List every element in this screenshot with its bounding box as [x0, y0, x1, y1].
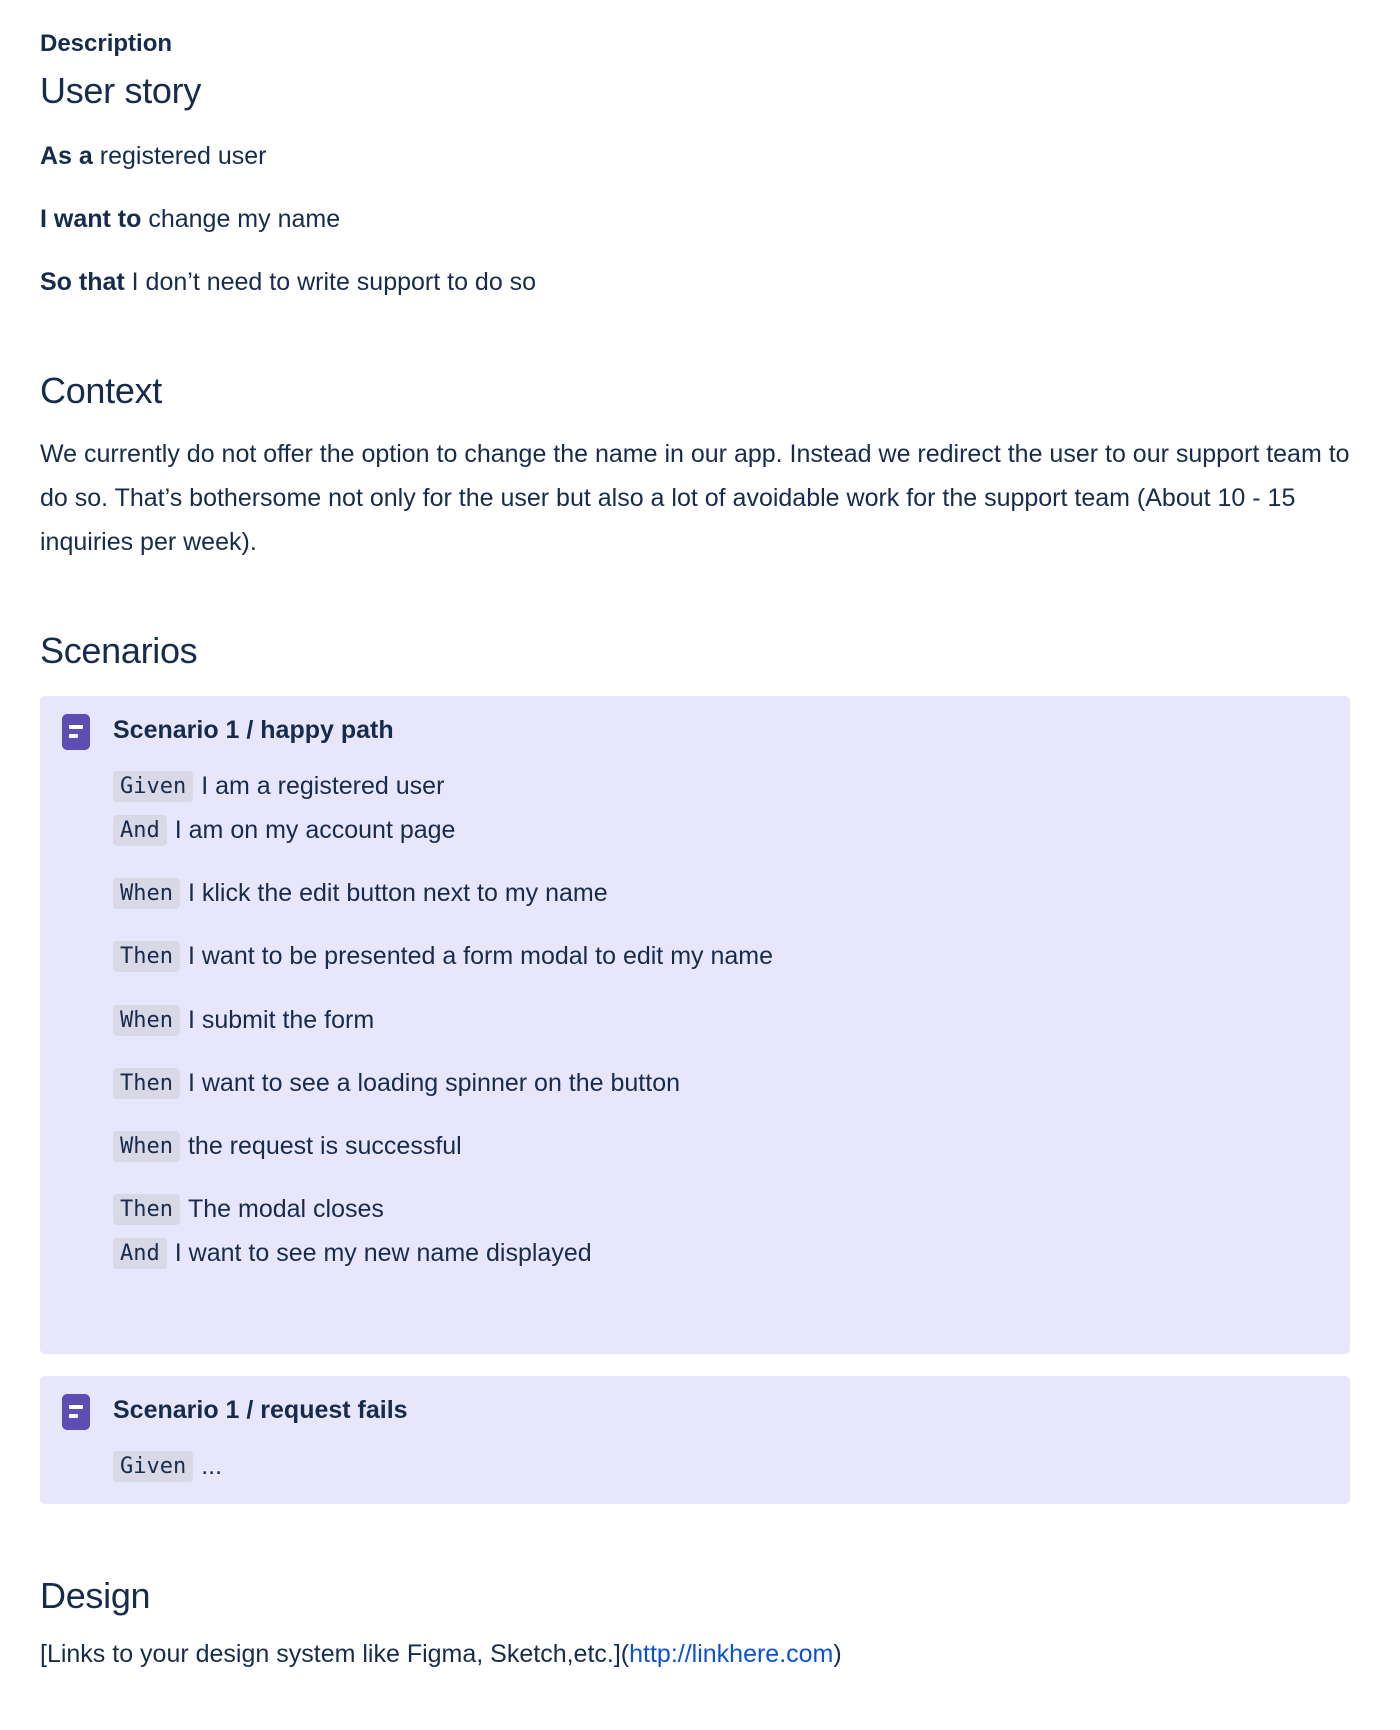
step-text: ... [201, 1451, 223, 1480]
step-text: I am a registered user [201, 771, 445, 800]
step-text: the request is successful [187, 1131, 462, 1160]
scenario-step [113, 937, 773, 975]
story-line-i-want-to [40, 205, 340, 234]
scenario-step [113, 1234, 592, 1272]
note-icon [62, 1394, 90, 1430]
step-keyword: When [113, 1131, 180, 1162]
step-text: I klick the edit button next to my name [187, 878, 608, 907]
step-text: The modal closes [187, 1194, 384, 1223]
story-text: I don’t need to write support to do so [124, 268, 537, 296]
scenario-title: Scenario 1 / happy path [113, 716, 394, 744]
step-keyword: Then [113, 1068, 180, 1099]
step-keyword: And [113, 1238, 167, 1269]
design-link[interactable]: http://linkhere.com [629, 1640, 834, 1668]
scenario-step [113, 1127, 462, 1165]
step-keyword: Then [113, 941, 180, 972]
story-keyword: I want to [40, 205, 142, 233]
step-keyword: When [113, 878, 180, 909]
scenario-step [113, 1064, 680, 1102]
design-text-after: ) [833, 1640, 842, 1668]
context-paragraph: We currently do not offer the option to change the name in our app. Instead we redirect the user to our support team to do so. That’s bothersome not only for the user but also a lot of avoidable work for the support team (About 10 - 15 inquiries per week). [40, 440, 1350, 556]
story-keyword: So that [40, 268, 125, 296]
step-keyword: When [113, 1005, 180, 1036]
scenarios-heading: Scenarios [40, 630, 198, 671]
scenario-step [113, 1190, 384, 1228]
step-text: I submit the form [187, 1005, 375, 1034]
story-line-as-a [40, 142, 267, 171]
scenario-step [113, 1001, 374, 1039]
story-text: registered user [92, 142, 267, 170]
story-keyword: As a [40, 142, 93, 170]
note-icon [62, 714, 90, 750]
step-text: I want to see a loading spinner on the button [187, 1068, 681, 1097]
step-text: I am on my account page [174, 815, 456, 844]
section-label: Description [40, 30, 173, 57]
step-keyword: And [113, 815, 167, 846]
story-text: change my name [141, 205, 341, 233]
step-text: I want to see my new name displayed [174, 1238, 592, 1267]
context-heading: Context [40, 370, 162, 411]
scenario-step [113, 1447, 222, 1485]
design-text-before: [Links to your design system like Figma, Sketch,etc.]( [40, 1640, 630, 1668]
design-heading: Design [40, 1575, 151, 1616]
scenario-step [113, 874, 608, 912]
step-text: I want to be presented a form modal to edit my name [187, 941, 774, 970]
scenario-panel-request-fails [40, 1376, 1350, 1504]
design-paragraph [40, 1640, 842, 1669]
step-keyword: Then [113, 1194, 180, 1225]
user-story-heading: User story [40, 70, 202, 111]
scenario-step [113, 767, 444, 805]
scenario-title: Scenario 1 / request fails [113, 1396, 408, 1424]
step-keyword: Given [113, 1451, 193, 1482]
scenario-panel-happy-path [40, 696, 1350, 1354]
step-keyword: Given [113, 771, 193, 802]
story-line-so-that [40, 268, 536, 297]
scenario-step [113, 811, 455, 849]
